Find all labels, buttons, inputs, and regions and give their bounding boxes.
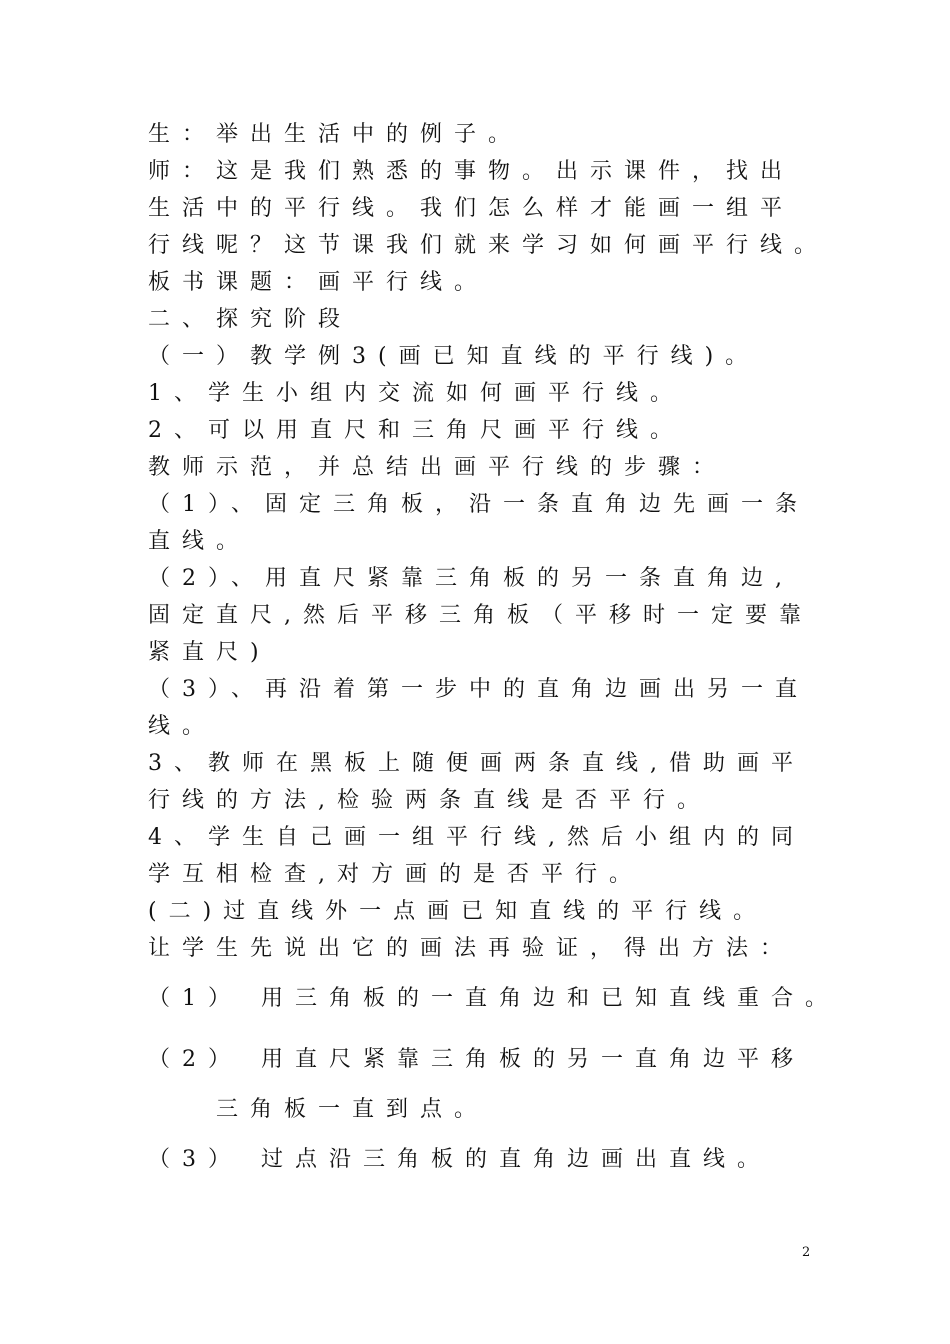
text-line: （1） 用三角板的一直角边和已知直线重合。 — [148, 986, 839, 1011]
text-line: 行线的方法,检验两条直线是否平行。 — [148, 788, 711, 813]
section-heading: 二、探究阶段 — [148, 307, 353, 332]
text-line: （1）、固定三角板，沿一条直角边先画一条 — [148, 492, 809, 517]
page-number: 2 — [802, 1245, 811, 1260]
text-line: 学互相检查,对方画的是否平行。 — [148, 862, 643, 887]
text-line: 教师示范，并总结出画平行线的步骤： — [148, 455, 727, 480]
text-line: 1、学生小组内交流如何画平行线。 — [148, 381, 684, 406]
text-line: 板书课题：画平行线。 — [148, 270, 489, 295]
text-line: 直线。 — [148, 529, 251, 554]
text-line: 让学生先说出它的画法再验证，得出方法： — [148, 936, 795, 961]
text-line: 固定直尺,然后平移三角板（平移时一定要靠 — [148, 603, 813, 628]
text-line: 生：举出生活中的例子。 — [148, 122, 523, 147]
text-line: 行线呢？这节课我们就来学习如何画平行线。 — [148, 233, 829, 258]
subsection-heading: （一）教学例3(画已知直线的平行线)。 — [148, 344, 760, 369]
text-line: 紧直尺) — [148, 640, 271, 665]
text-line: 三角板一直到点。 — [216, 1097, 489, 1122]
text-line: （3）、再沿着第一步中的直角边画出另一直 — [148, 677, 809, 702]
text-line: 3、教师在黑板上随便画两条直线,借助画平 — [148, 751, 805, 776]
text-line: 2、可以用直尺和三角尺画平行线。 — [148, 418, 684, 443]
text-line: （3） 过点沿三角板的直角边画出直线。 — [148, 1147, 771, 1172]
text-line: 师：这是我们熟悉的事物。出示课件，找出 — [148, 159, 795, 184]
text-line: （2） 用直尺紧靠三角板的另一直角边平移 — [148, 1047, 805, 1072]
text-line: 线。 — [148, 714, 217, 739]
text-line: （2）、用直尺紧靠三角板的另一条直角边, — [148, 566, 794, 591]
text-line: 生活中的平行线。我们怎么样才能画一组平 — [148, 196, 795, 221]
subsection-heading: (二)过直线外一点画已知直线的平行线。 — [148, 899, 768, 924]
text-line: 4、学生自己画一组平行线,然后小组内的同 — [148, 825, 805, 850]
